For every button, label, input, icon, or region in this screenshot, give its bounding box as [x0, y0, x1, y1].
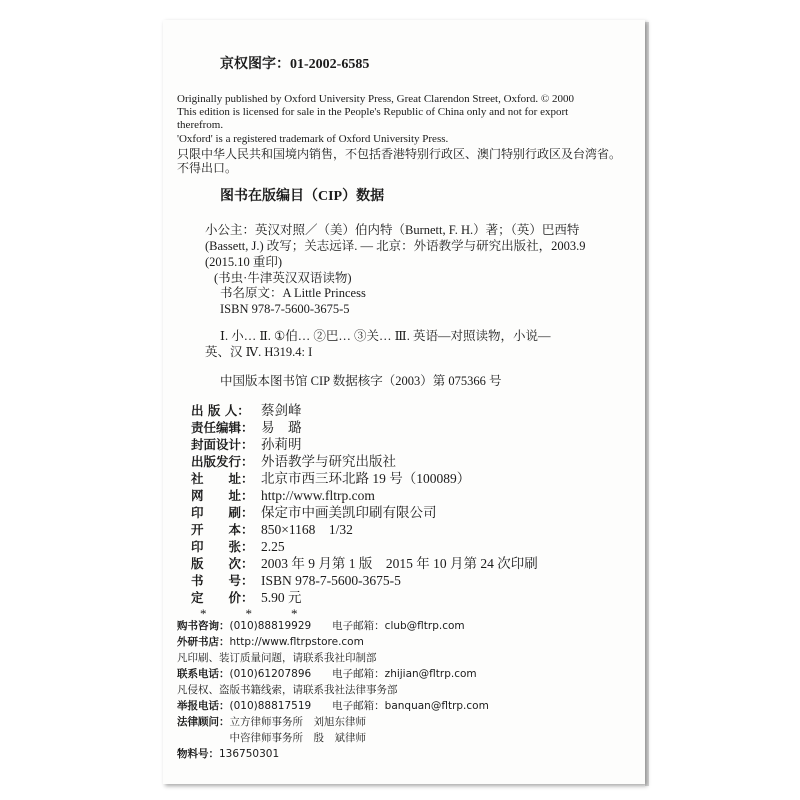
classification-line: 英、汉 Ⅳ. H319.4: I	[205, 345, 313, 359]
copyright-number: 京权图字：01-2002-6585	[220, 57, 370, 72]
english-notice-line: 'Oxford' is a registered trademark of Oxford University Press.	[177, 133, 449, 145]
contact-line: 法律顾问：立方律师事务所 刘旭东律师	[177, 716, 366, 728]
cip-line: (Bassett, J.) 改写；关志远译. — 北京：外语教学与研究出版社，2003.9	[205, 239, 586, 253]
chinese-notice-line: 不得出口。	[177, 161, 238, 175]
page-edge-shadow	[645, 22, 649, 786]
english-notice-line: This edition is licensed for sale in the People's Republic of China only and not for export	[177, 106, 569, 118]
contact-line: 中咨律师事务所 殷 斌律师	[177, 732, 366, 744]
detail-row: 网 址： http://www.fltrp.com	[191, 488, 375, 503]
detail-row: 开 本： 850×1168 1/32	[191, 522, 353, 537]
contact-line: 外研书店：http://www.fltrpstore.com	[177, 636, 364, 648]
detail-row: 封面设计： 孙莉明	[191, 437, 302, 452]
chinese-notice-line: 只限中华人民共和国境内销售，不包括香港特别行政区、澳门特别行政区及台湾省。	[177, 147, 622, 161]
detail-row: 印 张： 2.25	[191, 539, 285, 554]
detail-row: 出版发行： 外语教学与研究出版社	[191, 454, 396, 469]
contact-line: 举报电话：(010)88817519 电子邮箱：banquan@fltrp.com	[177, 700, 489, 712]
classification-line: Ⅰ. 小… Ⅱ. ①伯… ②巴… ③关… Ⅲ. 英语—对照读物，小说—	[220, 329, 551, 343]
detail-row: 出 版 人： 蔡剑峰	[191, 403, 302, 418]
contact-line: 物料号：136750301	[177, 748, 280, 760]
detail-row: 责任编辑： 易 璐	[191, 420, 302, 435]
detail-row: 社 址： 北京市西三环北路 19 号（100089）	[191, 471, 471, 486]
contact-line: 购书咨询：(010)88819929 电子邮箱：club@fltrp.com	[177, 620, 465, 632]
detail-row: 版 次： 2003 年 9 月第 1 版 2015 年 10 月第 24 次印刷	[191, 556, 538, 571]
detail-row: 定 价： 5.90 元	[191, 590, 302, 605]
detail-row: 书 号： ISBN 978-7-5600-3675-5	[191, 573, 401, 588]
cip-verification: 中国版本图书馆 CIP 数据核字（2003）第 075366 号	[220, 374, 502, 388]
cip-line: ISBN 978-7-5600-3675-5	[220, 302, 350, 316]
english-notice-line: Originally published by Oxford University Press, Great Clarendon Street, Oxford. © 2000	[177, 93, 574, 105]
contact-line: 联系电话：(010)61207896 电子邮箱：zhijian@fltrp.com	[177, 668, 477, 680]
cip-line: (2015.10 重印)	[205, 255, 283, 269]
cip-line: (书虫·牛津英汉双语读物)	[214, 271, 352, 285]
cip-line: 小公主：英汉对照／（美）伯内特（Burnett, F. H.）著；（英）巴西特	[205, 223, 580, 237]
english-notice-line: therefrom.	[177, 119, 224, 131]
detail-row: 印 刷： 保定市中画美凯印刷有限公司	[191, 505, 437, 520]
cip-heading: 图书在版编目（CIP）数据	[220, 189, 385, 204]
contact-line: 凡侵权、盗版书籍线索，请联系我社法律事务部	[177, 684, 398, 696]
contact-line: 凡印刷、装订质量问题，请联系我社印制部	[177, 652, 377, 664]
cip-line: 书名原文：A Little Princess	[220, 286, 366, 300]
separator-stars: * * *	[200, 606, 298, 621]
